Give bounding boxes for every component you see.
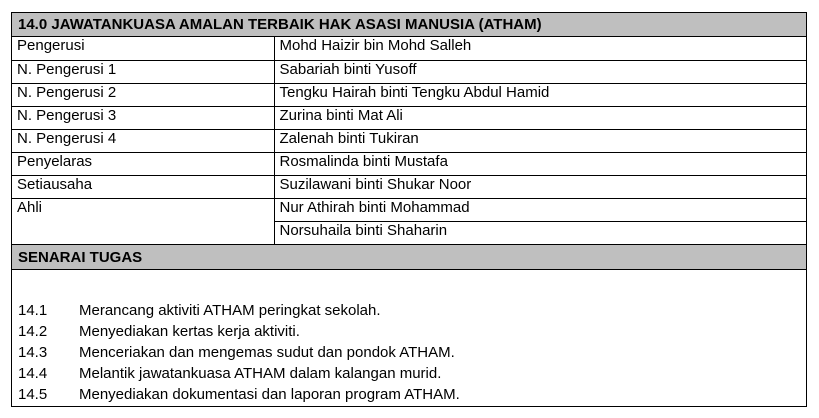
role-cell: N. Pengerusi 2 xyxy=(12,83,274,106)
duty-number: 14.3 xyxy=(18,343,48,361)
role-cell: Setiausaha xyxy=(12,175,274,198)
name-cell: Norsuhaila binti Shaharin xyxy=(274,221,806,244)
name-cell: Suzilawani binti Shukar Noor xyxy=(274,175,806,198)
role-cell: Penyelaras xyxy=(12,152,274,175)
duty-number: 14.2 xyxy=(18,322,48,340)
name-cell: Tengku Hairah binti Tengku Abdul Hamid xyxy=(274,83,806,106)
table-row xyxy=(12,106,806,129)
duty-text: Melantik jawatankuasa ATHAM dalam kalangan murid. xyxy=(79,364,442,382)
role-cell xyxy=(12,221,274,244)
table-row xyxy=(12,221,806,244)
table-row xyxy=(12,152,806,175)
duty-text: Menyediakan dokumentasi dan laporan program ATHAM. xyxy=(79,385,460,403)
table-row xyxy=(12,83,806,106)
table-row xyxy=(12,37,806,60)
role-cell: N. Pengerusi 3 xyxy=(12,106,274,129)
name-cell: Rosmalinda binti Mustafa xyxy=(274,152,806,175)
table-row xyxy=(12,129,806,152)
name-cell: Nur Athirah binti Mohammad xyxy=(274,198,806,221)
committee-title: 14.0 JAWATANKUASA AMALAN TERBAIK HAK ASASI MANUSIA (ATHAM) xyxy=(12,13,806,37)
name-cell: Zalenah binti Tukiran xyxy=(274,129,806,152)
table-row xyxy=(12,175,806,198)
list-item xyxy=(18,321,806,342)
table-row xyxy=(12,60,806,83)
list-item xyxy=(18,300,806,321)
duties-list xyxy=(12,270,806,405)
role-cell: N. Pengerusi 4 xyxy=(12,129,274,152)
duty-text: Menceriakan dan mengemas sudut dan pondok ATHAM. xyxy=(79,343,455,361)
members-table xyxy=(12,37,806,245)
name-cell: Sabariah binti Yusoff xyxy=(274,60,806,83)
list-item xyxy=(18,384,806,405)
duty-number: 14.5 xyxy=(18,385,48,403)
role-cell: Ahli xyxy=(12,198,274,221)
committee-document xyxy=(11,12,807,407)
duty-text: Menyediakan kertas kerja aktiviti. xyxy=(79,322,300,340)
role-cell: N. Pengerusi 1 xyxy=(12,60,274,83)
duty-number: 14.1 xyxy=(18,301,48,319)
list-item xyxy=(18,342,806,363)
role-cell: Pengerusi xyxy=(12,37,274,60)
duty-number: 14.4 xyxy=(18,364,48,382)
duty-text: Merancang aktiviti ATHAM peringkat sekolah. xyxy=(79,301,381,319)
table-row xyxy=(12,198,806,221)
list-item xyxy=(18,363,806,384)
name-cell: Zurina binti Mat Ali xyxy=(274,106,806,129)
name-cell: Mohd Haizir bin Mohd Salleh xyxy=(274,37,806,60)
duties-heading: SENARAI TUGAS xyxy=(12,245,806,270)
